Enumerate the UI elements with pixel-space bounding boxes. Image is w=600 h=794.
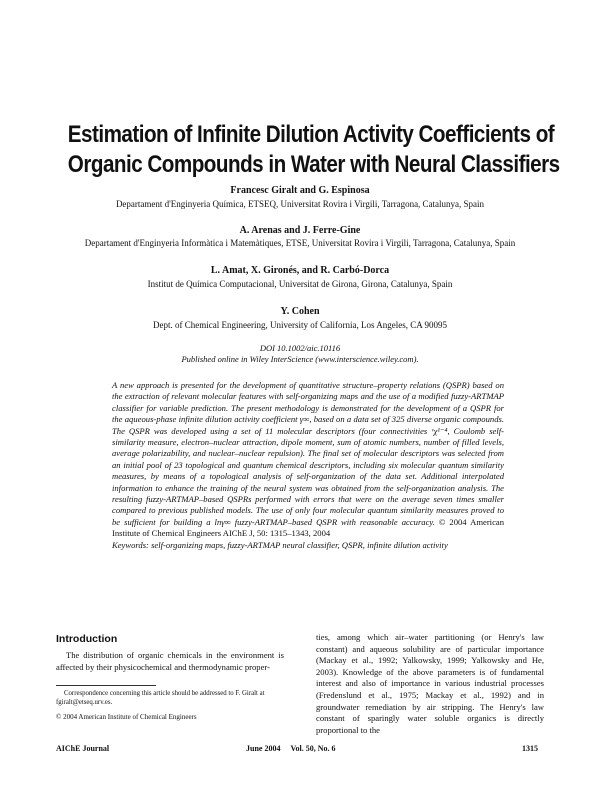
footer-page-number: 1315 [522,744,538,753]
intro-left-column: The distribution of organic chemicals in the environment is affected by their physicochemical and thermodynamic proper- [56,650,284,672]
abstract-body: A new approach is presented for the development of quantitative structure–property relations (QSPR) based on the extraction of relevant molecular features with self-organizing maps and the use of a modified fuzzy-ARTMAP classifier for variable prediction. The present methodology is demonstrated for the development of a QSPR for the aqueous-phase infinite dilution activity coefficient γ∞, based on a data set of 325 diverse organic compounds. The QSPR was developed using a set of 11 molecular descriptors (four connectivities ᵛχ¹⁻⁴, Coulomb self-similarity measure, electron–nuclear attraction, dipole moment, sum of atomic numbers, number of filled levels, average polarizability, and nuclear–nuclear repulsion). The final set of molecular descriptors was selected from an initial pool of 23 topological and quantum chemical descriptors, including six molecular quantum similarity measures, by means of a topological analysis of self-organization of the data set. Additional interpolated information to enhance the training of the neural system was obtained from the self-organization analysis. The resulting fuzzy-ARTMAP–based QSPRs performed with errors that were on the average seven times smaller compared to previous published models. The use of only four molecular quantum similarity measures proved to be sufficient for building a lnγ∞ fuzzy-ARTMAP–based QSPR with reasonable accuracy. [112,380,504,527]
author-group-2-names: A. Arenas and J. Ferre-Gine [239,225,361,236]
title-line-2: Organic Compounds in Water with Neural Classifiers [67,151,560,178]
title-line-1: Estimation of Infinite Dilution Activity Coefficients of [67,121,555,148]
abstract-copyright: © 2004 American Institute of Chemical Engineers AIChE J, 50: 1315–1343, 2004 [112,516,504,539]
footer-journal: AIChE Journal [56,744,110,753]
abstract-keywords: Keywords: self-organizing maps, fuzzy-ARTMAP neural classifier, QSPR, infinite dilution activity [112,539,448,550]
footer-date: June 2004 [246,744,281,753]
author-group-1-affiliation: Departament d'Enginyeria Química, ETSEQ, Universitat Rovira i Virgili, Tarragona, Catalunya, Spain [115,199,485,209]
footer-volume: Vol. 50, No. 6 [290,744,336,753]
author-group-4-affiliation: Dept. of Chemical Engineering, University of California, Los Angeles, CA 90095 [153,320,447,330]
doi: DOI 10.1002/aic.10116 [259,343,341,353]
author-group-4-names: Y. Cohen [280,306,320,317]
footer-issue [246,744,336,753]
paper-title [67,120,560,180]
author-group-2-affiliation: Departament d'Enginyeria Informàtica i Matemàtiques, ETSE, Universitat Rovira i Virgili, Tarragona, Catalunya, Spain [84,238,516,248]
intro-right-column: ties, among which air–water partitioning (or Henry's law constant) and aqueous solubility are of particular importance (Mackay et al., 1992; Yalkowsky, 1999; Yalkowsky and He, 2003). Knowledge of the above parameters is of fundamental interest and also of importance in various industrial processes (Fredenslund et al., 1975; Mackay et al., 1992) and in groundwater remediation by air stripping. The Henry's law constant of sparingly water soluble organics is directly proportional to the [316,632,544,735]
author-group-3-names: L. Amat, X. Gironés, and R. Carbó-Dorca [210,265,390,276]
author-group-3-affiliation: Institut de Química Computacional, Universitat de Girona, Girona, Catalunya, Spain [147,279,453,289]
footnote-rule [56,685,156,686]
copyright-line: © 2004 American Institute of Chemical Engineers [56,713,197,721]
section-heading-introduction: Introduction [56,633,118,645]
published-online: Published online in Wiley InterScience (www.interscience.wiley.com). [181,354,419,364]
abstract [112,380,504,551]
author-group-1-names: Francesc Giralt and G. Espinosa [230,185,370,196]
correspondence-footnote: Correspondence concerning this article should be addressed to F. Giralt at fgiralt@etseq.urv.es. [56,690,265,706]
